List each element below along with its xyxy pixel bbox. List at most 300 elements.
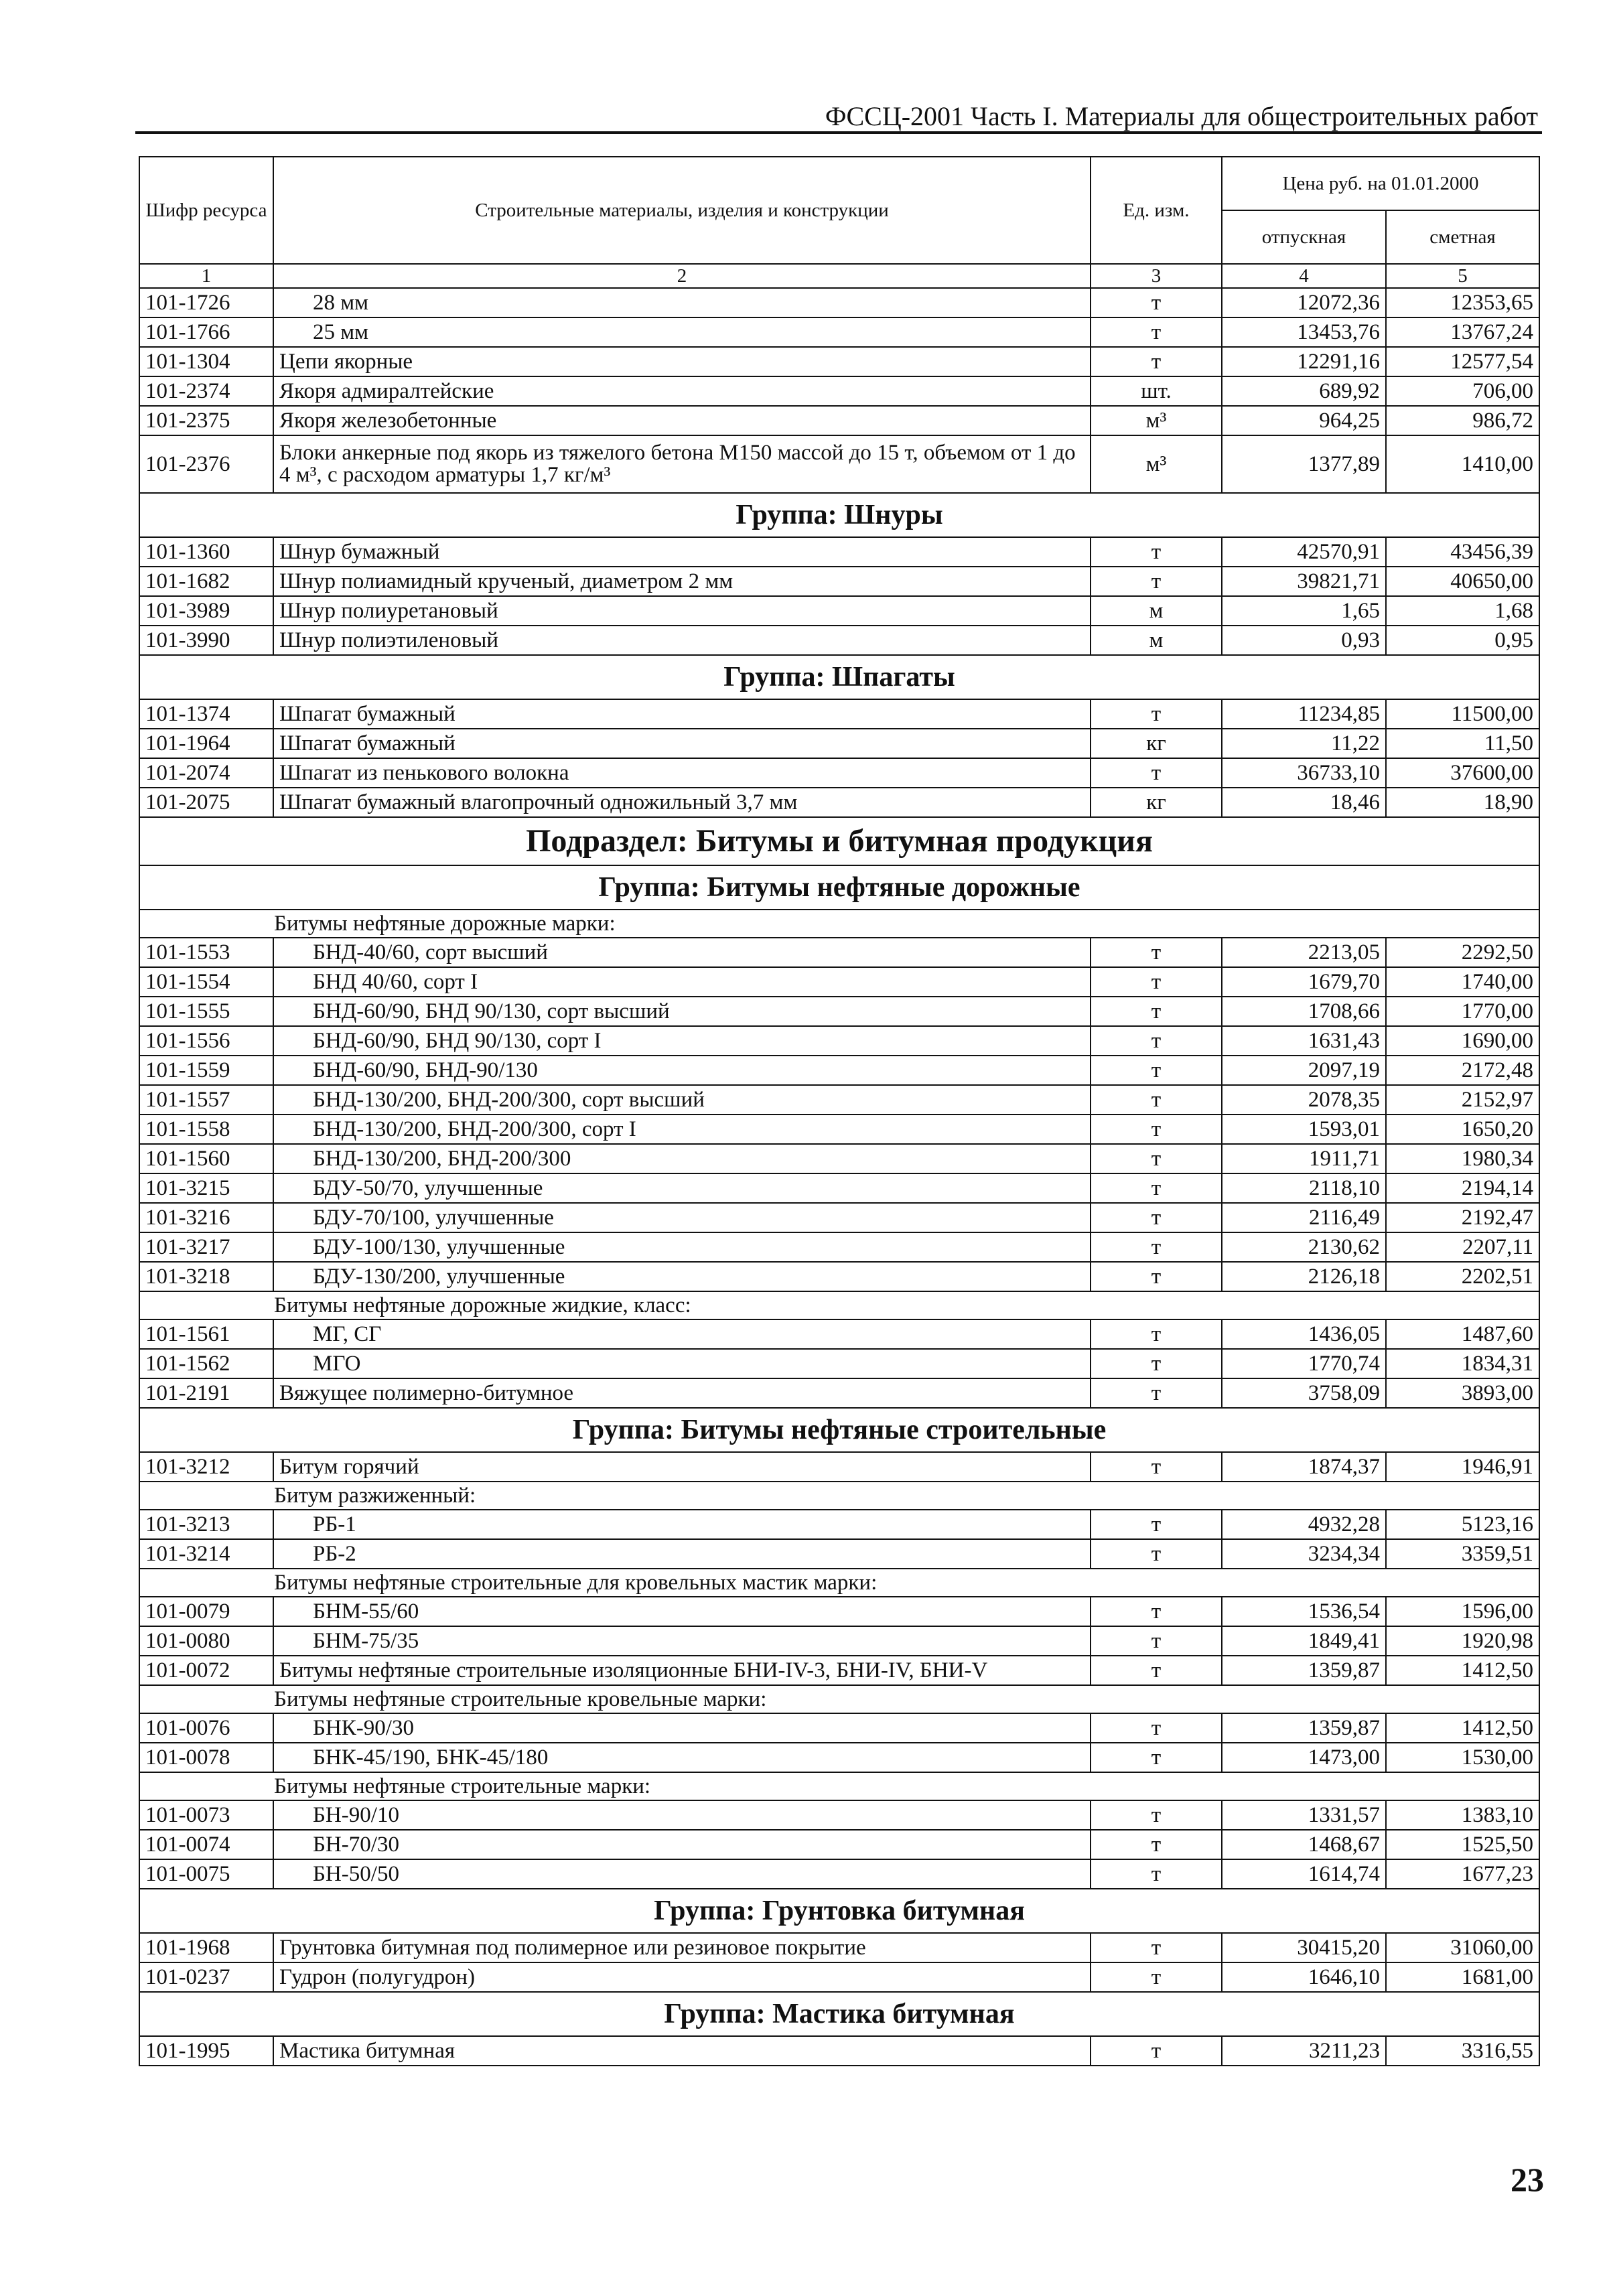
subgroup-label (139, 1482, 1539, 1510)
table-row (139, 376, 1539, 406)
release-price: 36733,10 (1222, 758, 1386, 788)
material-name: Мастика битумная (273, 2036, 1091, 2066)
release-price: 1468,67 (1222, 1830, 1386, 1859)
table-row (139, 1026, 1539, 1056)
estimate-price: 2207,11 (1386, 1232, 1539, 1262)
col-code-header: Шифр ресурса (139, 157, 273, 264)
unit: т (1091, 317, 1222, 347)
table-row (139, 1800, 1539, 1830)
estimate-price: 2172,48 (1386, 1056, 1539, 1085)
unit: т (1091, 1452, 1222, 1482)
estimate-price: 40650,00 (1386, 567, 1539, 596)
resource-code: 101-2374 (139, 376, 273, 406)
unit: шт. (1091, 376, 1222, 406)
subgroup-label (139, 1685, 1539, 1713)
table-row (139, 1262, 1539, 1291)
estimate-price: 2202,51 (1386, 1262, 1539, 1291)
resource-code: 101-0079 (139, 1597, 273, 1626)
unit: т (1091, 1262, 1222, 1291)
unit: т (1091, 1026, 1222, 1056)
estimate-price: 1946,91 (1386, 1452, 1539, 1482)
release-price: 0,93 (1222, 626, 1386, 655)
unit: т (1091, 288, 1222, 317)
resource-code: 101-2376 (139, 435, 273, 493)
material-name: Якоря железобетонные (273, 406, 1091, 435)
unit: т (1091, 1743, 1222, 1772)
release-price: 30415,20 (1222, 1933, 1386, 1962)
table-body (139, 288, 1539, 2066)
heading-text: Битум разжиженный: (139, 1482, 1539, 1510)
table-row (139, 1539, 1539, 1569)
material-name: БНД-130/200, БНД-200/300, сорт высший (273, 1085, 1091, 1115)
table-row (139, 1115, 1539, 1144)
resource-code: 101-3214 (139, 1539, 273, 1569)
estimate-price: 706,00 (1386, 376, 1539, 406)
release-price: 39821,71 (1222, 567, 1386, 596)
material-name: Блоки анкерные под якорь из тяжелого бетона М150 массой до 15 т, объемом от 1 до 4 м³, с расходом арматуры 1,7 кг/м³ (273, 435, 1091, 493)
resource-code: 101-1766 (139, 317, 273, 347)
estimate-price: 11500,00 (1386, 699, 1539, 729)
resource-code: 101-1556 (139, 1026, 273, 1056)
subgroup-label (139, 1569, 1539, 1597)
estimate-price: 5123,16 (1386, 1510, 1539, 1539)
release-price: 1770,74 (1222, 1349, 1386, 1378)
unit: т (1091, 347, 1222, 376)
material-name: БДУ-50/70, улучшенные (273, 1173, 1091, 1203)
material-name: Гудрон (полугудрон) (273, 1962, 1091, 1992)
subgroup-label (139, 910, 1539, 938)
resource-code: 101-1553 (139, 938, 273, 967)
subsection-heading (139, 817, 1539, 865)
estimate-price: 11,50 (1386, 729, 1539, 758)
material-name: РБ-2 (273, 1539, 1091, 1569)
material-name: БНМ-55/60 (273, 1597, 1091, 1626)
table-row (139, 1378, 1539, 1408)
estimate-price: 986,72 (1386, 406, 1539, 435)
material-name: БНД-130/200, БНД-200/300, сорт I (273, 1115, 1091, 1144)
estimate-price: 1410,00 (1386, 435, 1539, 493)
unit: м (1091, 626, 1222, 655)
table-row (139, 758, 1539, 788)
material-name: РБ-1 (273, 1510, 1091, 1539)
release-price: 2078,35 (1222, 1085, 1386, 1115)
release-price: 11,22 (1222, 729, 1386, 758)
estimate-price: 1650,20 (1386, 1115, 1539, 1144)
release-price: 11234,85 (1222, 699, 1386, 729)
release-price: 2116,49 (1222, 1203, 1386, 1232)
unit: т (1091, 2036, 1222, 2066)
estimate-price: 1412,50 (1386, 1713, 1539, 1743)
table-row (139, 699, 1539, 729)
release-price: 42570,91 (1222, 537, 1386, 567)
col-unit-header: Ед. изм. (1091, 157, 1222, 264)
heading-text: Подраздел: Битумы и битумная продукция (139, 817, 1539, 865)
table-row (139, 1830, 1539, 1859)
resource-code: 101-1682 (139, 567, 273, 596)
col-number: 4 (1222, 264, 1386, 288)
release-price: 2118,10 (1222, 1173, 1386, 1203)
col-number: 5 (1386, 264, 1539, 288)
resource-code: 101-1374 (139, 699, 273, 729)
resource-code: 101-3217 (139, 1232, 273, 1262)
group-heading (139, 1992, 1539, 2036)
resource-code: 101-3213 (139, 1510, 273, 1539)
material-name: БН-90/10 (273, 1800, 1091, 1830)
unit: т (1091, 699, 1222, 729)
release-price: 1331,57 (1222, 1800, 1386, 1830)
table-row (139, 347, 1539, 376)
heading-text: Группа: Битумы нефтяные строительные (139, 1408, 1539, 1452)
table-row (139, 435, 1539, 493)
estimate-price: 37600,00 (1386, 758, 1539, 788)
release-price: 18,46 (1222, 788, 1386, 817)
release-price: 4932,28 (1222, 1510, 1386, 1539)
resource-code: 101-2191 (139, 1378, 273, 1408)
estimate-price: 1596,00 (1386, 1597, 1539, 1626)
unit: т (1091, 1597, 1222, 1626)
resource-code: 101-1560 (139, 1144, 273, 1173)
resource-code: 101-1562 (139, 1349, 273, 1378)
estimate-price: 1677,23 (1386, 1859, 1539, 1889)
resource-code: 101-1304 (139, 347, 273, 376)
col-release-header: отпускная (1222, 210, 1386, 264)
unit: т (1091, 1933, 1222, 1962)
unit: т (1091, 1510, 1222, 1539)
col-number: 2 (273, 264, 1091, 288)
release-price: 12072,36 (1222, 288, 1386, 317)
material-name: БНД-60/90, БНД 90/130, сорт высший (273, 997, 1091, 1026)
estimate-price: 3359,51 (1386, 1539, 1539, 1569)
release-price: 2130,62 (1222, 1232, 1386, 1262)
resource-code: 101-1555 (139, 997, 273, 1026)
resource-code: 101-1360 (139, 537, 273, 567)
subgroup-label (139, 1772, 1539, 1800)
col-price-header: Цена руб. на 01.01.2000 (1222, 157, 1539, 210)
estimate-price: 1920,98 (1386, 1626, 1539, 1656)
release-price: 3758,09 (1222, 1378, 1386, 1408)
table-row (139, 1656, 1539, 1685)
group-heading (139, 493, 1539, 537)
estimate-price: 1770,00 (1386, 997, 1539, 1026)
unit: кг (1091, 729, 1222, 758)
table-row (139, 1510, 1539, 1539)
resource-code: 101-1964 (139, 729, 273, 758)
table-row (139, 288, 1539, 317)
resource-code: 101-1554 (139, 967, 273, 997)
unit: т (1091, 1656, 1222, 1685)
unit: т (1091, 537, 1222, 567)
estimate-price: 18,90 (1386, 788, 1539, 817)
unit: т (1091, 1962, 1222, 1992)
material-name: БДУ-70/100, улучшенные (273, 1203, 1091, 1232)
table-row (139, 788, 1539, 817)
material-name: Шпагат бумажный (273, 699, 1091, 729)
page-number: 23 (1511, 2161, 1544, 2198)
material-name: Шнур полиуретановый (273, 596, 1091, 626)
heading-text: Группа: Мастика битумная (139, 1992, 1539, 2036)
material-name: Шпагат бумажный влагопрочный одножильный 3,7 мм (273, 788, 1091, 817)
resource-code: 101-3990 (139, 626, 273, 655)
unit: т (1091, 1144, 1222, 1173)
estimate-price: 1525,50 (1386, 1830, 1539, 1859)
unit: т (1091, 1626, 1222, 1656)
estimate-price: 1834,31 (1386, 1349, 1539, 1378)
col-number: 3 (1091, 264, 1222, 288)
release-price: 1679,70 (1222, 967, 1386, 997)
heading-text: Битумы нефтяные строительные для кровельных мастик марки: (139, 1569, 1539, 1597)
table-row (139, 406, 1539, 435)
material-name: МГ, СГ (273, 1319, 1091, 1349)
unit: т (1091, 1349, 1222, 1378)
estimate-price: 2194,14 (1386, 1173, 1539, 1203)
material-name: Якоря адмиралтейские (273, 376, 1091, 406)
table-row (139, 1933, 1539, 1962)
release-price: 2213,05 (1222, 938, 1386, 967)
estimate-price: 31060,00 (1386, 1933, 1539, 1962)
unit: т (1091, 1203, 1222, 1232)
release-price: 1536,54 (1222, 1597, 1386, 1626)
table-row (139, 1597, 1539, 1626)
estimate-price: 2192,47 (1386, 1203, 1539, 1232)
table-row (139, 967, 1539, 997)
unit: м³ (1091, 406, 1222, 435)
resource-code: 101-0072 (139, 1656, 273, 1685)
material-name: БНД-60/90, БНД-90/130 (273, 1056, 1091, 1085)
table-row (139, 626, 1539, 655)
resource-code: 101-0075 (139, 1859, 273, 1889)
material-name: БНД-60/90, БНД 90/130, сорт I (273, 1026, 1091, 1056)
release-price: 1708,66 (1222, 997, 1386, 1026)
heading-text: Группа: Шнуры (139, 493, 1539, 537)
resource-code: 101-3989 (139, 596, 273, 626)
unit: м³ (1091, 435, 1222, 493)
release-price: 1646,10 (1222, 1962, 1386, 1992)
estimate-price: 13767,24 (1386, 317, 1539, 347)
resource-code: 101-2075 (139, 788, 273, 817)
resource-code: 101-1561 (139, 1319, 273, 1349)
material-name: БН-50/50 (273, 1859, 1091, 1889)
material-name: БН-70/30 (273, 1830, 1091, 1859)
resource-code: 101-0080 (139, 1626, 273, 1656)
heading-text: Группа: Шпагаты (139, 655, 1539, 699)
release-price: 1359,87 (1222, 1713, 1386, 1743)
resource-code: 101-1995 (139, 2036, 273, 2066)
unit: т (1091, 1319, 1222, 1349)
table-row (139, 1056, 1539, 1085)
estimate-price: 1690,00 (1386, 1026, 1539, 1056)
estimate-price: 1487,60 (1386, 1319, 1539, 1349)
resource-code: 101-1726 (139, 288, 273, 317)
estimate-price: 43456,39 (1386, 537, 1539, 567)
resource-code: 101-3212 (139, 1452, 273, 1482)
estimate-price: 1681,00 (1386, 1962, 1539, 1992)
unit: т (1091, 1056, 1222, 1085)
material-name: Цепи якорные (273, 347, 1091, 376)
header-rule (135, 131, 1542, 134)
table-row (139, 1859, 1539, 1889)
subgroup-label (139, 1291, 1539, 1319)
table-row (139, 1349, 1539, 1378)
release-price: 1911,71 (1222, 1144, 1386, 1173)
material-name: 25 мм (273, 317, 1091, 347)
material-name: Битум горячий (273, 1452, 1091, 1482)
release-price: 1,65 (1222, 596, 1386, 626)
table-row (139, 537, 1539, 567)
heading-text: Группа: Грунтовка битумная (139, 1889, 1539, 1933)
material-name: БНМ-75/35 (273, 1626, 1091, 1656)
estimate-price: 3316,55 (1386, 2036, 1539, 2066)
heading-text: Битумы нефтяные строительные кровельные марки: (139, 1685, 1539, 1713)
unit: т (1091, 1713, 1222, 1743)
material-name: Шпагат из пенькового волокна (273, 758, 1091, 788)
table-row (139, 1626, 1539, 1656)
material-name: Шнур бумажный (273, 537, 1091, 567)
material-name: БДУ-130/200, улучшенные (273, 1262, 1091, 1291)
table-row (139, 1743, 1539, 1772)
material-name: Вяжущее полимерно-битумное (273, 1378, 1091, 1408)
release-price: 1377,89 (1222, 435, 1386, 493)
table-row (139, 596, 1539, 626)
group-heading (139, 865, 1539, 910)
estimate-price: 1383,10 (1386, 1800, 1539, 1830)
unit: т (1091, 1800, 1222, 1830)
material-name: 28 мм (273, 288, 1091, 317)
estimate-price: 1,68 (1386, 596, 1539, 626)
heading-text: Битумы нефтяные дорожные жидкие, класс: (139, 1291, 1539, 1319)
running-header: ФССЦ-2001 Часть I. Материалы для общестроительных работ (825, 101, 1538, 131)
col-name-header: Строительные материалы, изделия и конструкции (273, 157, 1091, 264)
unit: т (1091, 938, 1222, 967)
unit: т (1091, 1539, 1222, 1569)
price-table (139, 156, 1540, 2066)
group-heading (139, 1408, 1539, 1452)
material-name: БНД 40/60, сорт I (273, 967, 1091, 997)
resource-code: 101-1558 (139, 1115, 273, 1144)
unit: т (1091, 758, 1222, 788)
unit: т (1091, 1085, 1222, 1115)
resource-code: 101-1559 (139, 1056, 273, 1085)
table-row (139, 729, 1539, 758)
resource-code: 101-1557 (139, 1085, 273, 1115)
release-price: 1631,43 (1222, 1026, 1386, 1056)
material-name: Шпагат бумажный (273, 729, 1091, 758)
estimate-price: 12353,65 (1386, 288, 1539, 317)
unit: т (1091, 1859, 1222, 1889)
estimate-price: 1740,00 (1386, 967, 1539, 997)
unit: т (1091, 1378, 1222, 1408)
resource-code: 101-0237 (139, 1962, 273, 1992)
resource-code: 101-2375 (139, 406, 273, 435)
table-row (139, 1203, 1539, 1232)
release-price: 3234,34 (1222, 1539, 1386, 1569)
table-row (139, 1173, 1539, 1203)
heading-text: Битумы нефтяные дорожные марки: (139, 910, 1539, 938)
resource-code: 101-0076 (139, 1713, 273, 1743)
release-price: 13453,76 (1222, 317, 1386, 347)
release-price: 1614,74 (1222, 1859, 1386, 1889)
release-price: 2126,18 (1222, 1262, 1386, 1291)
estimate-price: 2152,97 (1386, 1085, 1539, 1115)
release-price: 1359,87 (1222, 1656, 1386, 1685)
table-row (139, 567, 1539, 596)
release-price: 12291,16 (1222, 347, 1386, 376)
table-row (139, 1713, 1539, 1743)
col-number: 1 (139, 264, 273, 288)
resource-code: 101-1968 (139, 1933, 273, 1962)
table-row (139, 2036, 1539, 2066)
estimate-price: 1980,34 (1386, 1144, 1539, 1173)
table-row (139, 317, 1539, 347)
table-row (139, 1085, 1539, 1115)
table-row (139, 1452, 1539, 1482)
resource-code: 101-0074 (139, 1830, 273, 1859)
estimate-price: 2292,50 (1386, 938, 1539, 967)
unit: т (1091, 567, 1222, 596)
estimate-price: 3893,00 (1386, 1378, 1539, 1408)
release-price: 1849,41 (1222, 1626, 1386, 1656)
release-price: 2097,19 (1222, 1056, 1386, 1085)
material-name: Шнур полиамидный крученый, диаметром 2 мм (273, 567, 1091, 596)
col-estimate-header: сметная (1386, 210, 1539, 264)
material-name: БНК-45/190, БНК-45/180 (273, 1743, 1091, 1772)
unit: т (1091, 1173, 1222, 1203)
resource-code: 101-0078 (139, 1743, 273, 1772)
material-name: БНД-130/200, БНД-200/300 (273, 1144, 1091, 1173)
release-price: 3211,23 (1222, 2036, 1386, 2066)
release-price: 689,92 (1222, 376, 1386, 406)
release-price: 1436,05 (1222, 1319, 1386, 1349)
table-row (139, 1232, 1539, 1262)
group-heading (139, 655, 1539, 699)
heading-text: Битумы нефтяные строительные марки: (139, 1772, 1539, 1800)
material-name: Грунтовка битумная под полимерное или резиновое покрытие (273, 1933, 1091, 1962)
table-row (139, 1319, 1539, 1349)
unit: т (1091, 1830, 1222, 1859)
unit: кг (1091, 788, 1222, 817)
release-price: 1593,01 (1222, 1115, 1386, 1144)
group-heading (139, 1889, 1539, 1933)
heading-text: Группа: Битумы нефтяные дорожные (139, 865, 1539, 910)
unit: м (1091, 596, 1222, 626)
unit: т (1091, 1115, 1222, 1144)
material-name: Битумы нефтяные строительные изоляционные БНИ-IV-3, БНИ-IV, БНИ-V (273, 1656, 1091, 1685)
material-name: БДУ-100/130, улучшенные (273, 1232, 1091, 1262)
resource-code: 101-3218 (139, 1262, 273, 1291)
table-row (139, 997, 1539, 1026)
estimate-price: 12577,54 (1386, 347, 1539, 376)
unit: т (1091, 997, 1222, 1026)
table-row (139, 1962, 1539, 1992)
material-name: БНК-90/30 (273, 1713, 1091, 1743)
table-row (139, 938, 1539, 967)
resource-code: 101-3215 (139, 1173, 273, 1203)
unit: т (1091, 1232, 1222, 1262)
material-name: МГО (273, 1349, 1091, 1378)
estimate-price: 1412,50 (1386, 1656, 1539, 1685)
table-row (139, 1144, 1539, 1173)
estimate-price: 0,95 (1386, 626, 1539, 655)
resource-code: 101-0073 (139, 1800, 273, 1830)
material-name: Шнур полиэтиленовый (273, 626, 1091, 655)
release-price: 1874,37 (1222, 1452, 1386, 1482)
estimate-price: 1530,00 (1386, 1743, 1539, 1772)
resource-code: 101-3216 (139, 1203, 273, 1232)
unit: т (1091, 967, 1222, 997)
release-price: 1473,00 (1222, 1743, 1386, 1772)
material-name: БНД-40/60, сорт высший (273, 938, 1091, 967)
release-price: 964,25 (1222, 406, 1386, 435)
resource-code: 101-2074 (139, 758, 273, 788)
